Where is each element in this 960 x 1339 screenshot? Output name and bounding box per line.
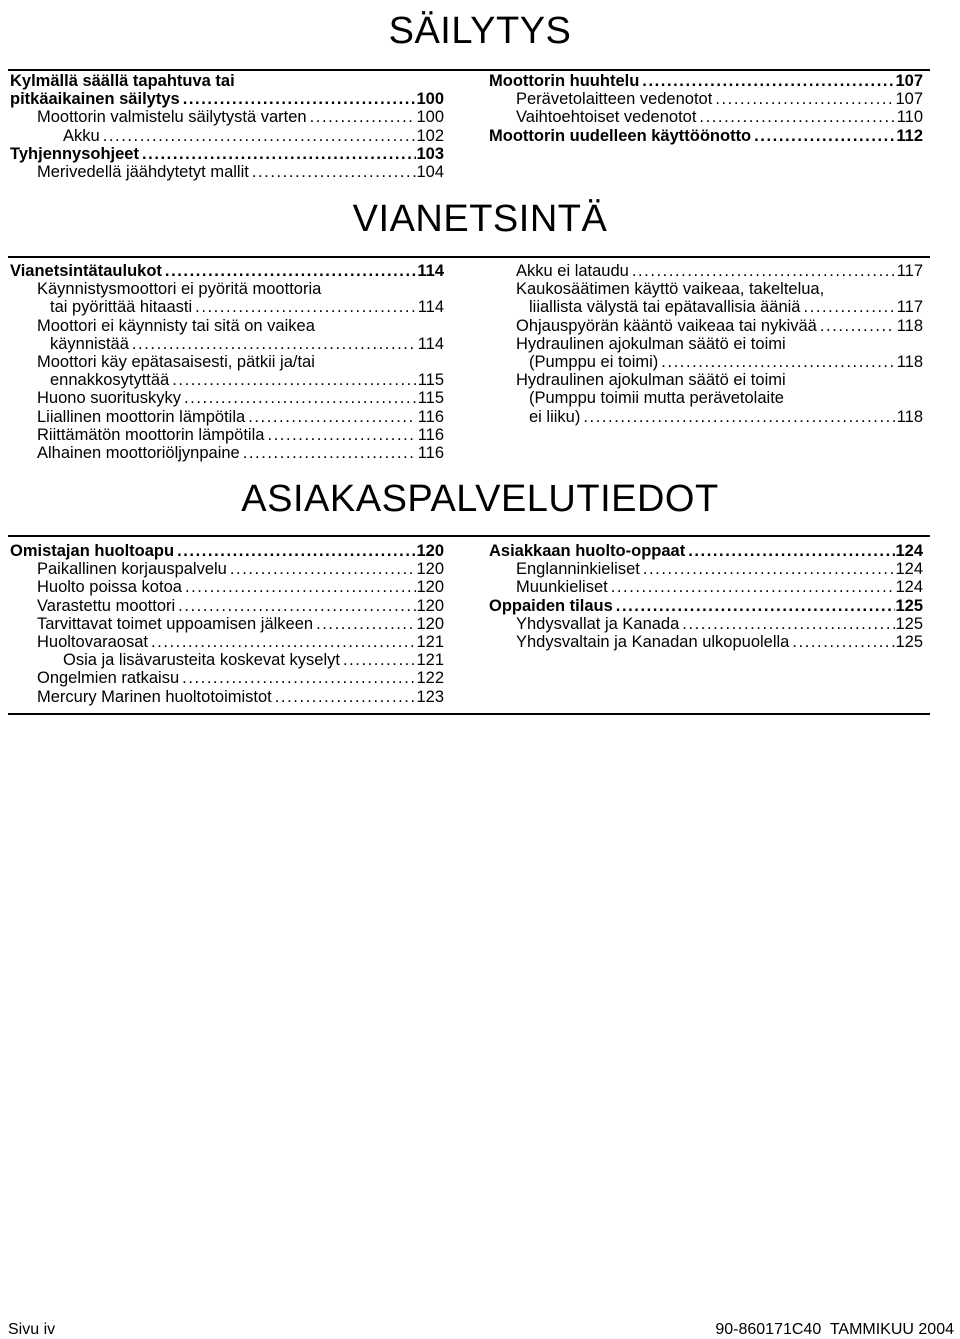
toc-leader-dots [249,163,416,181]
toc-entry-title: Vaihtoehtoiset vedenotot [516,108,697,127]
toc-entry-page: 103 [416,144,444,163]
toc-entry-page: 125 [895,633,923,652]
toc-entry[interactable] [10,371,444,389]
toc-leader-dots [100,127,416,145]
toc-entry[interactable] [489,90,923,108]
toc-leader-dots [192,298,416,316]
toc-entry-title: Moottori ei käynnisty tai sitä on vaikea [37,316,315,335]
toc-entry-page: 124 [895,578,923,597]
toc-leader-dots [129,335,416,353]
toc-entry[interactable] [489,633,923,651]
toc-column-asiakaspalvelutiedot-right [489,542,923,651]
toc-entry-title: Moottorin uudelleen käyttöönotto [489,126,752,145]
toc-entry[interactable] [489,353,923,371]
toc-entry-page: 107 [895,72,923,90]
toc-entry[interactable] [489,615,923,633]
toc-entry-page: 102 [416,126,444,145]
toc-leader-dots [712,90,895,108]
toc-column-vianetsinta-right [489,262,923,426]
toc-entry-title: Moottori käy epätasaisesti, pätkii ja/tai [37,353,315,372]
section-rule-vianetsinta [8,256,930,258]
toc-entry-title: Käynnistysmoottori ei pyöritä moottoria [37,280,322,299]
toc-entry-title: Vianetsintätaulukot [10,262,162,280]
footer-doc-code: 90-860171C40 TAMMIKUU 2004 [715,1321,954,1338]
toc-entry-page: 110 [896,108,923,127]
toc-entry-page: 116 [417,444,444,463]
toc-entry-title: käynnistää [50,334,129,353]
toc-entry[interactable] [10,597,444,615]
toc-entry-title: Muunkieliset [516,578,608,597]
toc-entry[interactable] [489,560,923,578]
toc-entry-page: 122 [416,669,444,688]
toc-entry-title: Hydraulinen ajokulman säätö ei toimi [516,371,786,390]
toc-leader-dots [817,317,895,335]
section-rule-asiakaspalvelutiedot [8,535,930,537]
footer-page-label: Sivu iv [8,1321,56,1338]
toc-entry-page: 121 [416,651,444,670]
toc-leader-dots [264,426,416,444]
toc-entry[interactable] [10,72,444,90]
toc-entry[interactable] [10,688,444,706]
toc-entry-title: Osia ja lisävarusteita koskevat kyselyt [63,651,340,670]
toc-entry-page: 118 [896,407,923,426]
toc-entry-title: Yhdysvallat ja Kanada [516,614,680,633]
toc-entry-title: Huono suorituskyky [37,389,181,408]
toc-entry-title: Riittämätön moottorin lämpötila [37,425,265,444]
toc-column-asiakaspalvelutiedot-left [10,542,444,706]
toc-entry-title: ei liiku) [529,407,581,426]
toc-entry-title: liiallista välystä tai epätavallisia ääniä [529,298,801,317]
toc-entry-page: 120 [416,578,444,597]
toc-entry-title: Akku [63,126,100,145]
toc-leader-dots [639,72,895,90]
toc-entry[interactable] [10,669,444,687]
toc-leader-dots [685,542,895,560]
toc-entry-title: ennakkosytyttää [50,371,170,390]
toc-entry[interactable] [10,335,444,353]
toc-entry-title: Huoltovaraosat [37,633,148,652]
toc-entry[interactable] [10,444,444,462]
toc-entry-page: 114 [417,298,444,317]
toc-entry-title: Kaukosäätimen käyttö vaikeaa, takeltelua, [516,280,825,299]
toc-entry[interactable] [10,108,444,126]
toc-entry[interactable] [10,262,444,280]
toc-leader-dots [162,262,416,280]
toc-entry-title: (Pumppu toimii mutta perävetolaite [529,389,784,408]
toc-entry[interactable] [489,578,923,596]
toc-column-vianetsinta-left [10,262,444,462]
toc-entry-page: 100 [416,90,444,109]
toc-entry-page: 114 [417,334,444,353]
toc-entry-page: 120 [416,614,444,633]
toc-entry-page: 104 [416,163,444,182]
toc-entry[interactable] [10,353,444,371]
toc-entry-page: 125 [895,596,923,615]
toc-entry-page: 115 [417,371,444,390]
toc-entry[interactable] [10,280,444,298]
toc-entry-title: (Pumppu ei toimi) [529,353,659,372]
toc-leader-dots [696,108,895,126]
toc-entry-title: Asiakkaan huolto-oppaat [489,542,686,560]
toc-leader-dots [800,298,895,316]
toc-leader-dots [181,389,416,407]
toc-entry-page: 123 [416,687,444,706]
toc-leader-dots [182,578,416,596]
toc-entry-title: Yhdysvaltain ja Kanadan ulkopuolella [516,633,790,652]
toc-entry-title: Liiallinen moottorin lämpötila [37,407,246,426]
section-bottom-rule [8,713,930,715]
toc-entry[interactable] [10,127,444,145]
toc-entry[interactable] [10,651,444,669]
toc-entry[interactable] [489,408,923,426]
section-title-vianetsinta: VIANETSINTÄ [352,198,608,240]
toc-entry-page: 124 [895,542,923,560]
toc-entry[interactable] [10,317,444,335]
toc-entry[interactable] [489,262,923,280]
toc-entry-title: Oppaiden tilaus [489,596,613,615]
toc-entry-title: Varastettu moottori [37,596,176,615]
toc-entry-title: Omistajan huoltoapu [10,542,175,560]
toc-leader-dots [169,371,416,389]
toc-entry-title: Moottorin huuhtelu [489,72,640,90]
toc-column-sailytys-right [489,72,923,145]
toc-entry-page: 117 [896,298,923,317]
toc-entry-title: Perävetolaitteen vedenotot [516,90,713,109]
toc-leader-dots [139,145,416,163]
toc-entry[interactable] [10,426,444,444]
toc-entry[interactable] [489,317,923,335]
toc-leader-dots [640,560,895,578]
toc-entry[interactable] [10,298,444,316]
toc-entry-title: Ohjauspyörän kääntö vaikeaa tai nykivää [516,316,817,335]
toc-entry-title: Kylmällä säällä tapahtuva tai [10,72,235,90]
toc-leader-dots [313,615,416,633]
toc-leader-dots [751,127,895,145]
section-rule-sailytys [8,69,930,71]
toc-column-sailytys-left [10,72,444,181]
toc-leader-dots [613,597,895,615]
toc-leader-dots [307,108,416,126]
toc-entry-page: 120 [416,542,444,560]
toc-leader-dots [679,615,895,633]
toc-leader-dots [340,651,416,669]
toc-entry-title: Moottorin valmistelu säilytystä varten [37,108,307,127]
toc-entry[interactable] [10,542,444,560]
toc-entry-title: Huolto poissa kotoa [37,578,182,597]
toc-entry[interactable] [489,371,923,389]
toc-entry[interactable] [10,633,444,651]
toc-entry-title: pitkäaikainen säilytys [10,90,180,109]
toc-leader-dots [180,90,416,108]
toc-entry-title: Tyhjennysohjeet [10,144,139,163]
toc-entry-title: Tarvittavat toimet uppoamisen jälkeen [37,614,314,633]
toc-entry-page: 100 [416,108,444,127]
toc-entry[interactable] [10,560,444,578]
toc-entry-title: tai pyörittää hitaasti [50,298,193,317]
toc-entry[interactable] [10,145,444,163]
toc-entry[interactable] [10,408,444,426]
toc-leader-dots [174,542,416,560]
toc-leader-dots [658,353,895,371]
toc-entry[interactable] [489,597,923,615]
toc-entry-title: Paikallinen korjauspalvelu [37,560,227,579]
toc-entry[interactable] [10,163,444,181]
section-title-asiakaspalvelutiedot: ASIAKASPALVELUTIEDOT [241,478,719,520]
toc-entry-title: Englanninkieliset [516,560,640,579]
toc-entry-page: 112 [896,126,923,145]
toc-entry[interactable] [10,389,444,407]
toc-entry-page: 115 [417,389,444,408]
toc-entry-page: 118 [896,353,923,372]
toc-entry-page: 120 [416,560,444,579]
toc-entry-page: 125 [895,614,923,633]
toc-entry[interactable] [489,108,923,126]
toc-leader-dots [175,597,416,615]
toc-leader-dots [272,688,416,706]
toc-entry[interactable] [489,127,923,145]
toc-entry[interactable] [10,578,444,596]
toc-leader-dots [608,578,895,596]
toc-leader-dots [245,408,416,426]
toc-entry[interactable] [489,298,923,316]
toc-entry-page: 116 [417,407,444,426]
toc-entry[interactable] [489,542,923,560]
toc-entry[interactable] [10,615,444,633]
toc-entry[interactable] [489,280,923,298]
toc-leader-dots [629,262,895,280]
toc-leader-dots [148,633,416,651]
toc-entry-page: 116 [417,425,444,444]
section-title-sailytys: SÄILYTYS [388,10,572,52]
toc-entry[interactable] [489,335,923,353]
toc-entry-page: 120 [416,596,444,615]
toc-leader-dots [227,560,416,578]
toc-entry-title: Hydraulinen ajokulman säätö ei toimi [516,334,786,353]
toc-entry[interactable] [10,90,444,108]
toc-leader-dots [580,408,895,426]
toc-entry-title: Mercury Marinen huoltotoimistot [37,687,272,706]
toc-leader-dots [240,444,416,462]
toc-entry-title: Merivedellä jäähdytetyt mallit [37,163,249,182]
toc-leader-dots [789,633,895,651]
toc-entry-page: 114 [417,262,444,280]
toc-leader-dots [179,669,416,687]
toc-entry-page: 124 [895,560,923,579]
toc-entry-page: 118 [896,316,923,335]
toc-entry[interactable] [489,389,923,407]
toc-entry-title: Ongelmien ratkaisu [37,669,180,688]
toc-entry-page: 117 [896,262,923,280]
toc-entry-title: Akku ei lataudu [516,262,629,280]
toc-entry-title: Alhainen moottoriöljynpaine [37,444,240,463]
toc-entry-page: 121 [416,633,444,652]
toc-entry[interactable] [489,72,923,90]
toc-entry-page: 107 [895,90,923,109]
